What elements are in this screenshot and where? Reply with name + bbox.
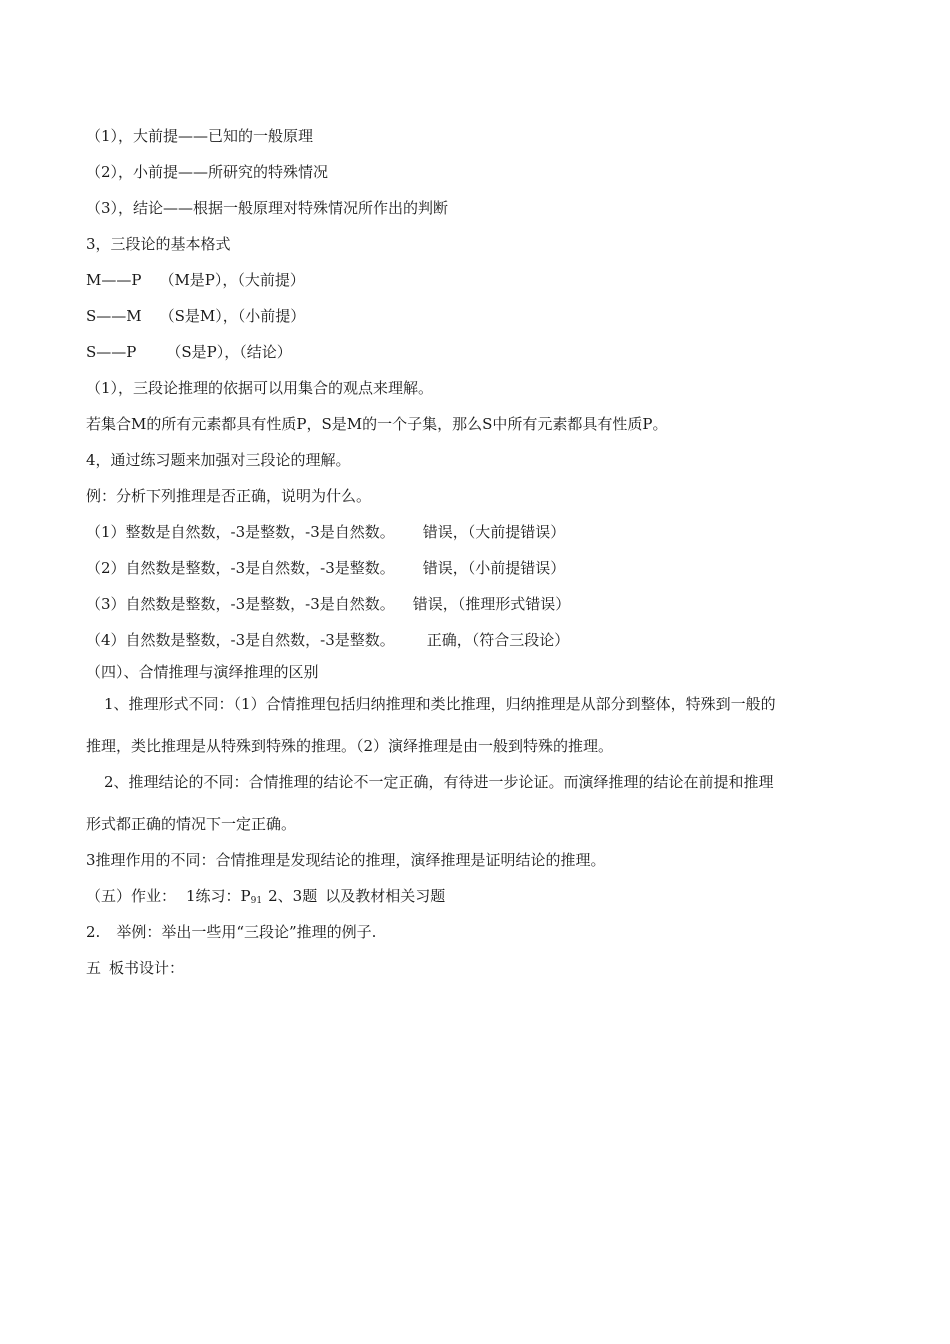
exercise-statement: （2）自然数是整数，-3是自然数，-3是整数。 [86,559,395,577]
exercise-answer: 错误，（大前提错误） [422,523,566,541]
text-line: 例：分析下列推理是否正确，说明为什么。 [86,487,372,505]
section-title: 板书设计： [109,959,185,977]
exercise-statement: （1）整数是自然数，-3是整数，-3是自然数。 [86,523,395,541]
item-number: 2. [86,923,101,941]
text-line: 若集合M的所有元素都具有性质P，S是M的一个子集，那么S中所有元素都具有性质P。 [86,415,668,433]
exercise-answer: 正确，（符合三段论） [426,631,570,649]
formula-note: （S是P），（结论） [166,343,292,361]
page-subscript: 91 [250,896,263,906]
text-line: （2），小前提——所研究的特殊情况 [86,163,329,181]
exercise-row [86,522,565,542]
section-heading: （四）、合情推理与演绎推理的区别 [86,663,319,681]
section-heading [86,958,184,978]
exercise-statement: （3）自然数是整数，-3是整数，-3是自然数。 [86,595,395,613]
exercise-answer: 错误，（小前提错误） [422,559,566,577]
exercise-answer: 错误，（推理形式错误） [412,595,571,613]
syllogism-row [86,306,305,326]
paragraph-line: 形式都正确的情况下一定正确。 [86,815,297,833]
paragraph-line: 推理，类比推理是从特殊到特殊的推理。（2）演绎推理是由一般到特殊的推理。 [86,737,614,755]
text-line: 4，通过练习题来加强对三段论的理解。 [86,451,351,469]
homework-line [86,886,445,911]
formula-note: （M是P），（大前提） [159,271,305,289]
exercise-row [86,558,565,578]
homework-label: （五）作业： [86,887,177,905]
exercise-row [86,594,570,614]
text-line: （1），三段论推理的依据可以用集合的观点来理解。 [86,379,434,397]
homework-exercise: 1练习：P [186,887,251,905]
item-text: 举例：举出一些用“三段论”推理的例子. [116,923,377,941]
text-line [86,922,376,942]
text-line: 3，三段论的基本格式 [86,235,231,253]
formula-note: （S是M），（小前提） [159,307,306,325]
text-line: （1），大前提——已知的一般原理 [86,127,314,145]
paragraph-line: 2、推理结论的不同：合情推理的结论不一定正确，有待进一步论证。而演绎推理的结论在前提和推理 [104,773,774,791]
section-number: 五 [86,959,102,977]
text-line: （3），结论——根据一般原理对特殊情况所作出的判断 [86,199,449,217]
text-line: 3推理作用的不同：合情推理是发现结论的推理，演绎推理是证明结论的推理。 [86,851,606,869]
homework-extra: 以及教材相关习题 [325,887,446,905]
exercise-statement: （4）自然数是整数，-3是自然数，-3是整数。 [86,631,395,649]
formula-text: S——M [86,307,142,325]
formula-text: M——P [86,271,142,289]
syllogism-row [86,270,305,290]
paragraph-line: 1、推理形式不同：（1）合情推理包括归纳推理和类比推理，归纳推理是从部分到整体，特殊到一般的 [104,695,776,713]
exercise-row [86,630,569,650]
syllogism-row [86,342,292,362]
homework-items: 2、3题 [268,887,318,905]
formula-text: S——P [86,343,137,361]
